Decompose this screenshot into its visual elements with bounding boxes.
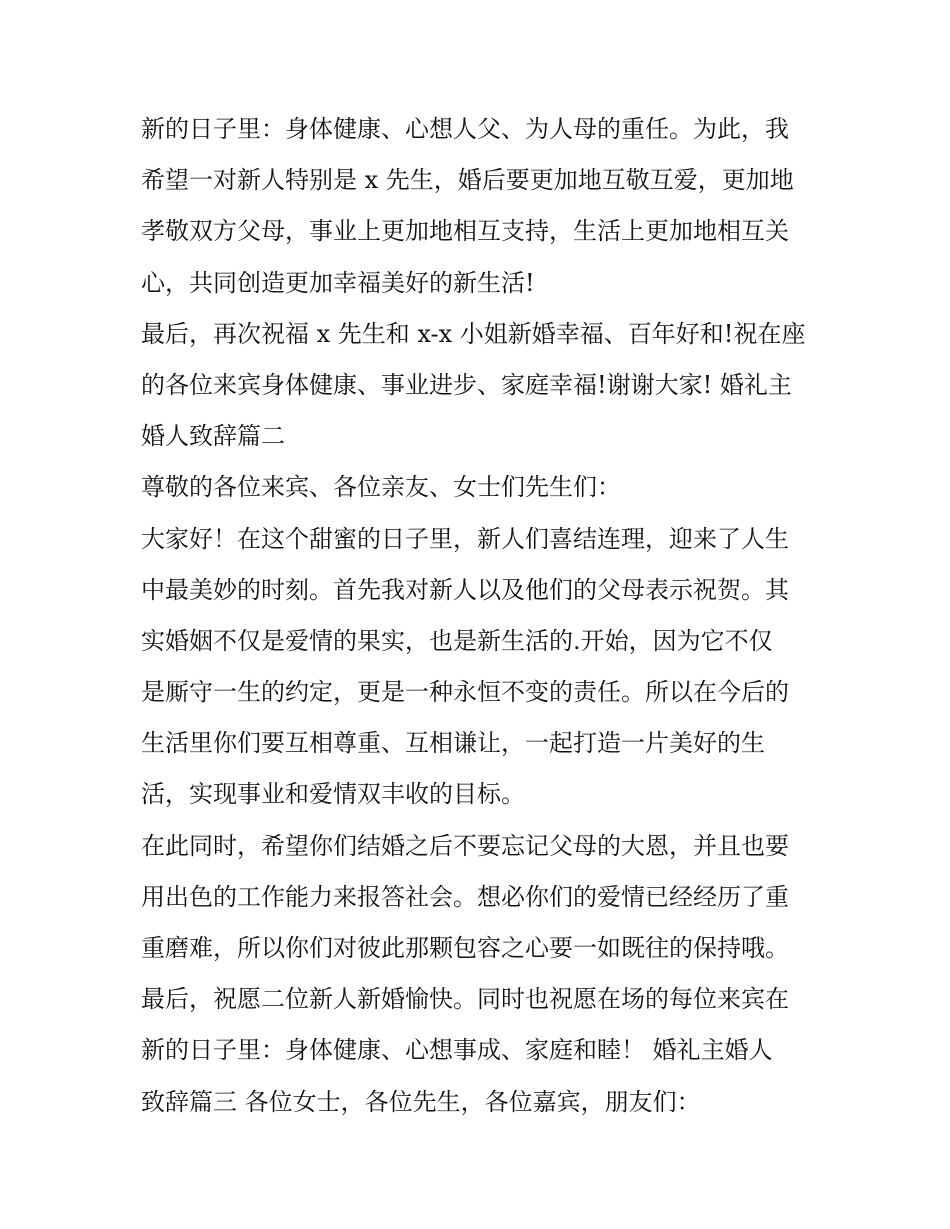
document-body xyxy=(141,104,821,1128)
text-line: 大家好！在这个甜蜜的日子里，新人们喜结连理，迎来了人生 xyxy=(141,524,789,553)
text-line: 新的日子里：身体健康、心想事成、家庭和睦！ 婚礼主婚人 xyxy=(141,1036,773,1065)
text-line: 中最美妙的时刻。首先我对新人以及他们的父母表示祝贺。其 xyxy=(141,575,789,604)
text-line: 最后，祝愿二位新人新婚愉快。同时也祝愿在场的每位来宾在 xyxy=(141,985,789,1014)
text-line: 重磨难，所以你们对彼此那颗包容之心要一如既往的保持哦。 xyxy=(141,934,789,962)
text-line: 生活里你们要互相尊重、互相谦让，一起打造一片美好的生 xyxy=(141,729,765,758)
text-line: 最后，再次祝福 x 先生和 x-x 小姐新婚幸福、百年好和!祝在座 xyxy=(141,319,806,348)
text-line: 孝敬双方父母，事业上更加地相互支持，生活上更加地相互关 xyxy=(141,217,789,246)
text-line: 活，实现事业和爱情双丰收的目标。 xyxy=(141,780,525,809)
section-heading-line: 婚人致辞篇二 xyxy=(141,422,285,451)
salutation-line: 尊敬的各位来宾、各位亲友、女士们先生们： xyxy=(141,473,621,502)
text-line: 希望一对新人特别是 x 先生，婚后要更加地互敬互爱，更加地 xyxy=(141,166,794,195)
text-line: 用出色的工作能力来报答社会。想必你们的爱情已经经历了重 xyxy=(141,882,789,911)
text-line: 的各位来宾身体健康、事业进步、家庭幸福!谢谢大家! 婚礼主 xyxy=(141,370,792,399)
text-line: 实婚姻不仅是爱情的果实，也是新生活的.开始，因为它不仅 xyxy=(141,626,773,655)
text-line: 心，共同创造更加幸福美好的新生活! xyxy=(141,268,535,297)
text-line: 是厮守一生的约定，更是一种永恒不变的责任。所以在今后的 xyxy=(141,678,789,707)
text-line: 在此同时，希望你们结婚之后不要忘记父母的大恩，并且也要 xyxy=(141,831,789,860)
text-line: 致辞篇三 各位女士，各位先生，各位嘉宾，朋友们： xyxy=(141,1087,701,1116)
text-line: 新的日子里：身体健康、心想人父、为人母的重任。为此，我 xyxy=(141,115,789,143)
